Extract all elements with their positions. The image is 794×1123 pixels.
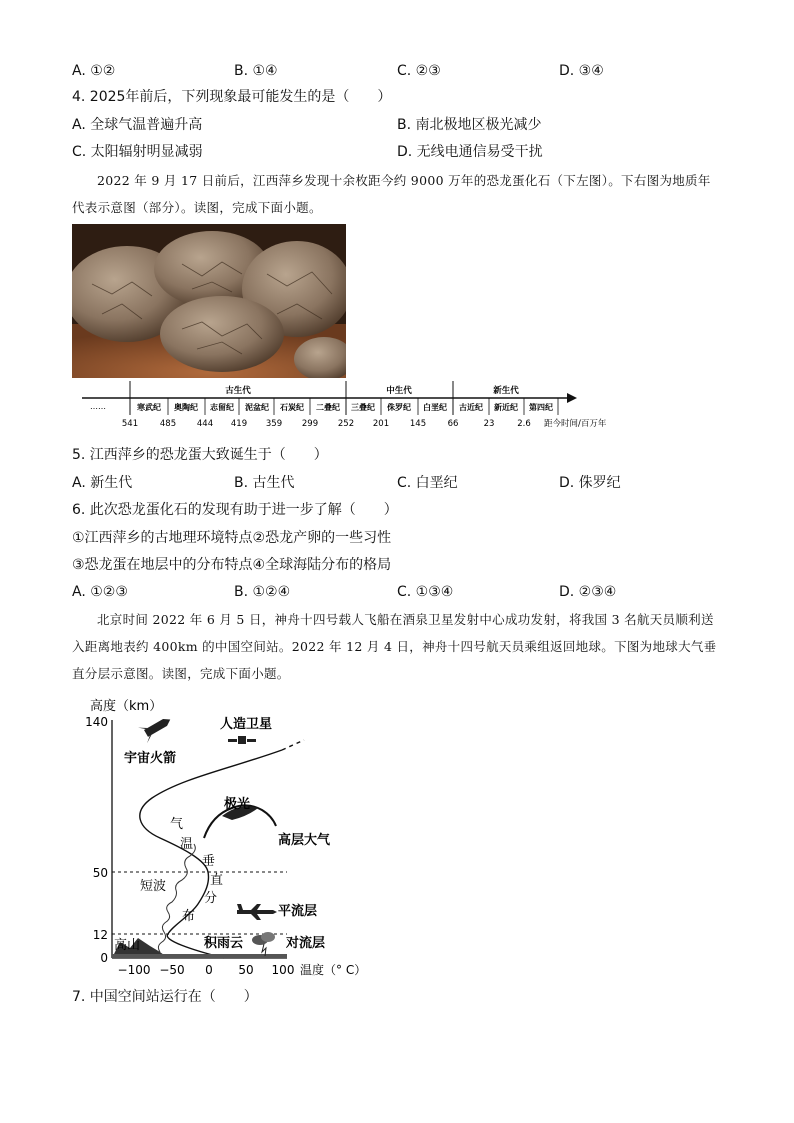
label-temp-char: 垂 <box>202 854 216 869</box>
period-cretaceous: 白垩纪 <box>423 403 447 412</box>
label-temp-char: 分 <box>204 891 218 906</box>
tick-label: 419 <box>230 419 248 429</box>
dinosaur-egg-illustration <box>72 224 346 378</box>
x-tick: 50 <box>238 963 254 977</box>
y-tick: 0 <box>100 951 108 965</box>
q5-option-b[interactable]: B. 古生代 <box>234 475 295 491</box>
era-mesozoic: 中生代 <box>386 386 412 396</box>
tick-label: 485 <box>159 419 177 429</box>
period-devonian: 泥盆纪 <box>245 403 269 412</box>
q5-stem: 5. 江西萍乡的恐龙蛋大致诞生于（ ） <box>72 447 328 463</box>
period-jurassic: 侏罗纪 <box>387 403 411 412</box>
tick-label: 359 <box>265 419 283 429</box>
label-shortwave: 短波 <box>140 879 167 894</box>
x-tick: 0 <box>205 963 213 977</box>
q6-option-a[interactable]: A. ①②③ <box>72 584 128 600</box>
label-stratosphere: 平流层 <box>278 904 318 919</box>
rocket-icon <box>138 712 175 744</box>
q6-option-b[interactable]: B. ①②④ <box>234 584 291 600</box>
q5-option-a[interactable]: A. 新生代 <box>72 475 133 491</box>
y-tick: 140 <box>85 715 108 729</box>
q6-items-line1: ①江西萍乡的古地理环境特点②恐龙产卵的一些习性 <box>72 530 392 546</box>
cloud-icon <box>252 932 275 956</box>
x-tick: −50 <box>159 963 185 977</box>
tick-label: 66 <box>447 419 459 429</box>
q4-stem: 4. 2025年前后，下列现象最可能发生的是（ ） <box>72 89 392 105</box>
temperature-curve-extension <box>282 740 304 750</box>
q4-option-d[interactable]: D. 无线电通信易受干扰 <box>397 144 543 160</box>
label-temp-char: 直 <box>210 873 224 888</box>
period-paleogene: 古近纪 <box>459 403 483 412</box>
period-carboniferous: 石炭纪 <box>280 403 304 412</box>
period-ordovician: 奥陶纪 <box>174 403 198 412</box>
tick-label: 145 <box>409 419 427 429</box>
y-tick: 50 <box>92 866 108 880</box>
period-quaternary: 第四纪 <box>529 403 553 412</box>
q3-option-d[interactable]: D. ③④ <box>559 63 604 79</box>
q4-option-c[interactable]: C. 太阳辐射明显减弱 <box>72 144 203 160</box>
tick-label: 201 <box>372 419 390 429</box>
tick-label: 541 <box>121 419 139 429</box>
atmosphere-layers-diagram <box>72 690 392 980</box>
timeline-lead: …… <box>90 402 106 411</box>
period-neogene: 新近纪 <box>494 403 518 412</box>
shortwave-line <box>158 844 195 952</box>
tick-label: 252 <box>337 419 355 429</box>
tick-label: 299 <box>301 419 319 429</box>
x-axis-label: 温度（° C） <box>300 963 367 977</box>
period-triassic: 三叠纪 <box>351 403 375 412</box>
x-tick: 100 <box>271 963 295 977</box>
ground-strip <box>112 954 287 958</box>
q4-option-b[interactable]: B. 南北极地区极光减少 <box>397 117 542 133</box>
era-paleozoic: 古生代 <box>225 386 251 396</box>
label-upper-atmosphere: 高层大气 <box>278 833 331 848</box>
q7-stem: 7. 中国空间站运行在（ ） <box>72 989 258 1005</box>
era-cenozoic: 新生代 <box>493 386 519 396</box>
airplane-icon <box>237 904 277 920</box>
tick-label: 444 <box>196 419 214 429</box>
label-temp-char: 温 <box>180 837 194 852</box>
geologic-timeline <box>72 378 632 430</box>
satellite-icon <box>228 736 256 744</box>
y-tick: 12 <box>92 928 108 942</box>
x-tick: −100 <box>117 963 151 977</box>
q5-option-c[interactable]: C. 白垩纪 <box>397 475 458 491</box>
passage-dinosaur-eggs: 2022 年 9 月 17 日前后，江西萍乡发现十余枚距今约 9000 万年的恐龙蛋化石（下左图）。下右图为地质年代表示意图（部分）。读图，完成下面小题。 <box>72 173 711 215</box>
label-temp-char: 气 <box>170 817 184 832</box>
period-cambrian: 寒武纪 <box>137 403 161 412</box>
tick-label: 2.6 <box>517 419 531 429</box>
y-axis-label: 高度（km） <box>90 699 163 714</box>
q5-option-d[interactable]: D. 侏罗纪 <box>559 475 621 491</box>
period-silurian: 志留纪 <box>210 403 234 412</box>
label-troposphere: 对流层 <box>286 936 326 951</box>
label-temp-char: 布 <box>182 909 196 924</box>
period-permian: 二叠纪 <box>316 403 340 412</box>
passage-shenzhou: 北京时间 2022 年 6 月 5 日，神舟十四号载人飞船在酒泉卫星发射中心成功发射，将我国 3 名航天员顺利送入距离地表约 400km 的中国空间站。2022 年 12 月 4 日，神舟十四号航天员乘组返回地球。下图为地球大气垂直分层示意图。读图，完成下面小题。 <box>72 612 717 681</box>
label-aurora: 极光 <box>224 797 251 812</box>
dinosaur-egg-photo <box>72 224 346 378</box>
label-rocket: 宇宙火箭 <box>124 751 177 766</box>
label-satellite: 人造卫星 <box>220 717 273 732</box>
q3-option-c[interactable]: C. ②③ <box>397 63 441 79</box>
q3-option-b[interactable]: B. ①④ <box>234 63 278 79</box>
label-mountain: 高山 <box>114 938 141 953</box>
timeline-arrow-icon <box>567 393 577 403</box>
tick-label: 23 <box>483 419 495 429</box>
q6-option-d[interactable]: D. ②③④ <box>559 584 617 600</box>
q6-stem: 6. 此次恐龙蛋化石的发现有助于进一步了解（ ） <box>72 502 398 518</box>
q6-items-line2: ③恐龙蛋在地层中的分布特点④全球海陆分布的格局 <box>72 557 392 573</box>
q6-option-c[interactable]: C. ①③④ <box>397 584 454 600</box>
label-cumulonimbus: 积雨云 <box>204 936 244 951</box>
q3-option-a[interactable]: A. ①② <box>72 63 116 79</box>
q4-option-a[interactable]: A. 全球气温普遍升高 <box>72 117 203 133</box>
timeline-unit-label: 距今时间/百万年 <box>544 419 607 429</box>
